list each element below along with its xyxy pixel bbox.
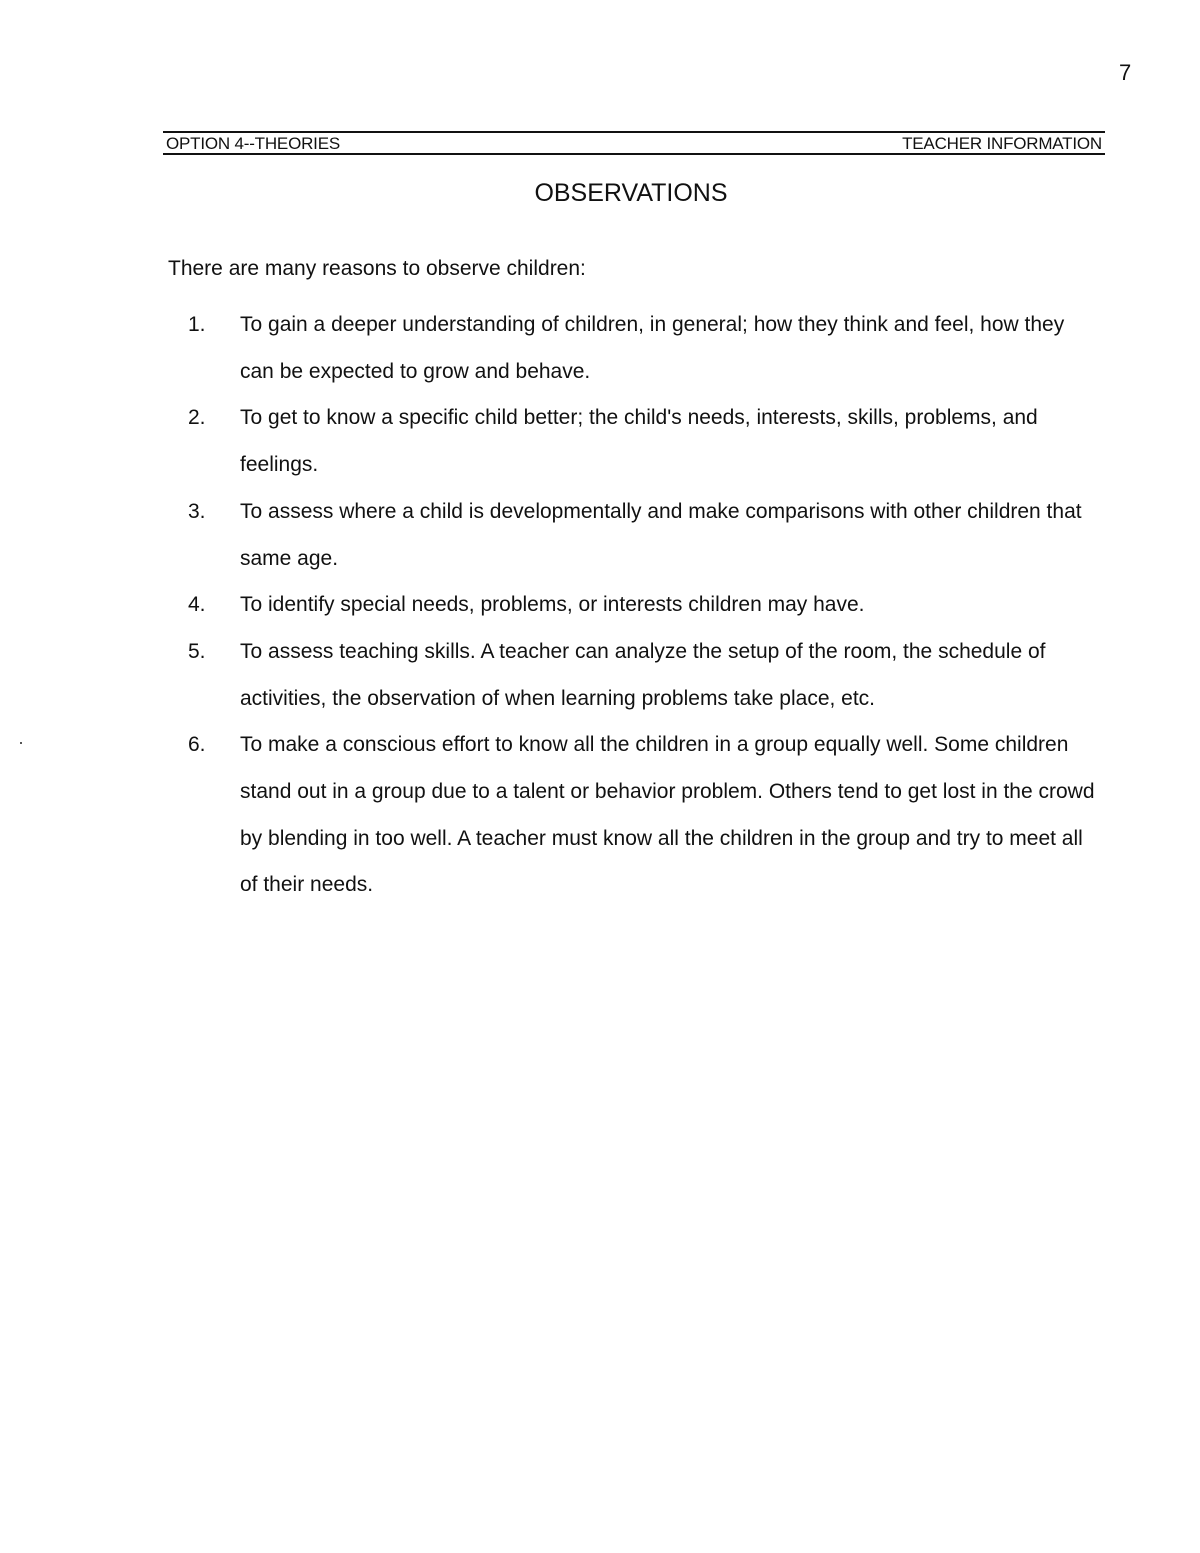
list-item-text: To assess where a child is developmentally and make comparisons with other children that same age. <box>240 499 1082 570</box>
list-item <box>188 722 1103 909</box>
list-item-number: 3. <box>188 499 206 523</box>
list-item <box>188 395 1103 488</box>
list-item <box>188 629 1103 722</box>
list-item-number: 6. <box>188 733 206 757</box>
intro-paragraph: There are many reasons to observe children: <box>168 257 586 280</box>
running-header <box>163 131 1105 155</box>
page-title: OBSERVATIONS <box>534 179 728 207</box>
header-section-label: OPTION 4--THEORIES <box>166 134 340 153</box>
list-item-text: To identify special needs, problems, or interests children may have. <box>240 593 865 617</box>
list-item-text: To gain a deeper understanding of children, in general; how they think and feel, how they can be expected to grow and behave. <box>240 313 1065 383</box>
list-item-text: To assess teaching skills. A teacher can analyze the setup of the room, the schedule of activities, the observation of when learning problems take place, etc. <box>240 639 1046 710</box>
scan-speck <box>20 742 22 744</box>
list-item-text: To make a conscious effort to know all the children in a group equally well. Some children stand out in a group due to a talent or behavior problem. Others tend to get lost in the crowd by blending in too well. A teacher must know all the children in the group and try to meet all of their needs. <box>240 733 1095 897</box>
list-item <box>188 582 1103 629</box>
page-number: 7 <box>1119 60 1132 85</box>
list-item-number: 1. <box>188 313 206 336</box>
list-item <box>188 489 1103 582</box>
header-audience-label: TEACHER INFORMATION <box>902 134 1102 153</box>
list-item <box>188 302 1103 395</box>
reasons-list <box>188 302 1103 909</box>
list-item-text: To get to know a specific child better; the child's needs, interests, skills, problems, and feelings. <box>240 406 1038 477</box>
list-item-number: 2. <box>188 406 206 430</box>
list-item-number: 5. <box>188 639 206 663</box>
list-item-number: 4. <box>188 593 206 617</box>
